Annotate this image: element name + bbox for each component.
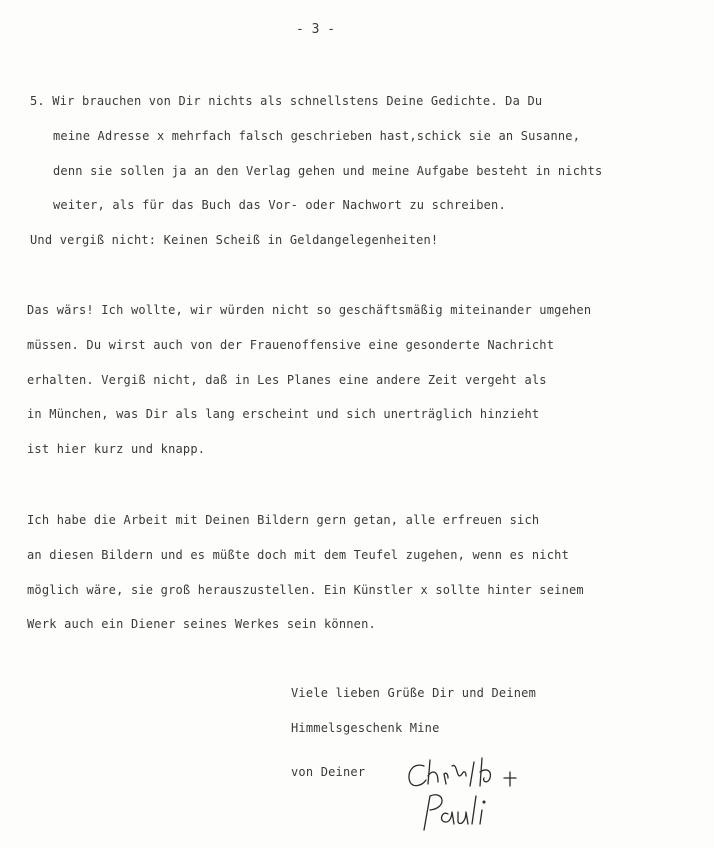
business-line-5: ist hier kurz und knapp. — [27, 442, 206, 456]
business-line-2: müssen. Du wirst auch von der Frauenoffensive eine gesonderte Nachricht — [27, 338, 555, 352]
business-line-3: erhalten. Vergiß nicht, daß in Les Planes eine andere Zeit vergeht als — [27, 373, 547, 387]
pictures-line-1: Ich habe die Arbeit mit Deinen Bildern gern getan, alle erfreuen sich — [27, 513, 540, 527]
handwritten-signature — [400, 752, 560, 832]
pictures-line-4: Werk auch ein Diener seines Werkes sein können. — [27, 617, 376, 631]
item5-line-2: meine Adresse x mehrfach falsch geschrieben hast,schick sie an Susanne, — [53, 129, 581, 143]
closing-line-1: Viele lieben Grüße Dir und Deinem — [291, 686, 537, 700]
pictures-line-2: an diesen Bildern und es müßte doch mit dem Teufel zugehen, wenn es nicht — [27, 548, 569, 562]
business-line-4: in München, was Dir als lang erscheint und sich unerträglich hinzieht — [27, 407, 540, 421]
business-line-1: Das wärs! Ich wollte, wir würden nicht so geschäftsmäßig miteinander umgehen — [27, 303, 592, 317]
closing-line-2: Himmelsgeschenk Mine — [291, 721, 440, 735]
signature-drawing — [400, 752, 560, 832]
closing-line-3: von Deiner — [291, 765, 366, 779]
pictures-line-3: möglich wäre, sie groß herauszustellen. Ein Künstler x sollte hinter seinem — [27, 583, 584, 597]
item5-line-5: Und vergiß nicht: Keinen Scheiß in Geldangelegenheiten! — [30, 233, 439, 247]
item5-line-4: weiter, als für das Buch das Vor- oder Nachwort zu schreiben. — [53, 198, 506, 212]
item5-line-1: 5. Wir brauchen von Dir nichts als schnellstens Deine Gedichte. Da Du — [30, 94, 543, 108]
page-number: - 3 - — [296, 22, 336, 37]
item5-line-3: denn sie sollen ja an den Verlag gehen und meine Aufgabe besteht in nichts — [53, 164, 603, 178]
